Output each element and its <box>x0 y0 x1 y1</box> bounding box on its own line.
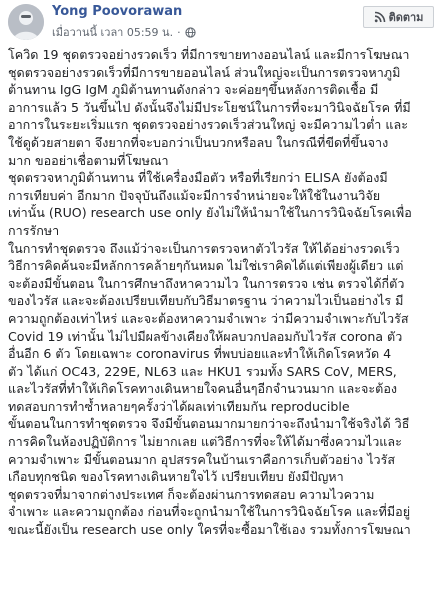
profile-photo-icon <box>8 4 44 40</box>
post-line: การเทียบค่า อีกมาก ปัจจุบันถึงแม้จะมีการจำหน่ายจะให้ใช้ในงานวิจัย <box>8 187 381 203</box>
post-header <box>0 0 442 40</box>
follow-button-label: ติดตาม <box>388 11 424 24</box>
post-line: วิธีการคิดค้นจะมีหลักการคล้ายๆกันหมด ไม่ใช่เราคิดได้แต่เพียงผู้เดียว แต่ <box>8 258 404 274</box>
post-line: จะต้องมีขั้นตอน ในการศึกษาถึงหาความไว ในการตรวจ เช่น ตรวจได้กี่ตัว <box>8 275 405 291</box>
post-line: ชุดตรวจอย่างรวดเร็วที่มีการขายออนไลน์ ส่วนใหญ่จะเป็นการตรวจหาภูมิ <box>8 64 401 80</box>
post-line: ทดสอบการทำซ้ำหลายๆครั้งว่าได้ผลเท่าเทียมกัน reproducible <box>8 398 350 414</box>
post-line: อาการแล้ว 5 วันขึ้นไป ดังนั้นจึงไม่มีประโยชน์ในการที่จะมาวินิจฉัยโรค ที่มี <box>8 99 411 115</box>
rss-feed-icon <box>374 11 386 23</box>
post-line: และไวรัสที่ทำให้เกิดโรคทางเดินหายใจคนอื่นๆอีกจำนวนมาก และจะต้อง <box>8 381 398 397</box>
post-line: ตัว ได้แก่ OC43, 229E, NL63 และ HKU1 รวมทั้ง SARS CoV, MERS, <box>8 363 397 379</box>
post-line: อาการในระยะเริ่มแรก ชุดตรวจอย่างรวดเร็วส่วนใหญ่ จะมีความไวต่ำ และ <box>8 117 408 133</box>
post-line: เกือบทุกชนิด ของโรคทางเดินหายใจไว้ เปรียบเทียบ ยังมีปัญหา <box>8 469 344 485</box>
globe-icon[interactable] <box>185 27 196 38</box>
post-time[interactable]: เมื่อวานนี้ เวลา 05:59 น. <box>52 26 174 39</box>
post-line: ความจำเพาะ มีขั้นตอนมาก อุปสรรคในบ้านเราคือการเก็บตัวอย่าง ไวรัส <box>8 451 396 467</box>
post-line: Covid 19 เท่านั้น ไม่ไปมีผลข้างเคียงให้ผลบวกปลอมกับไวรัส corona ตัว <box>8 328 403 344</box>
follow-button[interactable] <box>363 6 434 28</box>
post-line: ขณะนี้ยังเป็น research use only ใครที่จะซื้อมาใช้เอง รวมทั้งการโฆษณา <box>8 522 411 538</box>
post-line: ชุดตรวจที่มาจากต่างประเทศ ก็จะต้องผ่านการทดสอบ ความไวความ <box>8 486 375 502</box>
post-line: ในการทำชุดตรวจ ถึงแม้ว่าจะเป็นการตรวจหาตัวไวรัส ให้ได้อย่างรวดเร็ว <box>8 240 400 256</box>
post-line: ใช้ดูด้วยสายตา จึงยากที่จะบอกว่าเป็นบวกหรือลบ ในกรณีที่ขีดที่ขึ้นจาง <box>8 134 389 150</box>
post-meta <box>52 23 196 41</box>
post-line: ชุดตรวจหาภูมิต้านทาน ที่ใช้เครื่องมือตัว หรือที่เรียกว่า ELISA ยังต้องมี <box>8 170 388 186</box>
meta-separator: · <box>177 25 181 39</box>
post-line: อื่นอีก 6 ตัว โดยเฉพาะ coronavirus ที่พบบ่อยและทำให้เกิดโรคหวัด 4 <box>8 346 392 362</box>
post-line: การรักษา <box>8 222 60 238</box>
post-line: ขั้นตอนในการทำชุดตรวจ จึงมีขั้นตอนมากมายกว่าจะถึงนำมาใช้จริงได้ วิธี <box>8 416 410 432</box>
author-name[interactable]: Yong Poovorawan <box>52 4 183 19</box>
post-line: ความถูกต้องเท่าไหร่ และจะต้องหาความจำเพาะ ว่ามีความจำเพาะกับไวรัส <box>8 310 409 326</box>
post-line: ของไวรัส และจะต้องเปรียบเทียบกับวิธีมาตรฐาน ว่าความไวเป็นอย่างไร มี <box>8 293 404 309</box>
post-line: การคิดในห้องปฏิบัติการ ไม่ยากเลย แต่วิธีการที่จะให้ได้มาซึ่งความไวและ <box>8 434 402 450</box>
post-line: โควิด 19 ชุดตรวจอย่างรวดเร็ว ที่มีการขายทางออนไลน์ และมีการโฆษณา <box>8 47 410 62</box>
post-body <box>8 46 438 539</box>
avatar[interactable] <box>8 4 44 40</box>
post-line: ต้านทาน IgG IgM ภูมิต้านทานดังกล่าว จะค่อยๆขึ้นหลังการติดเชื้อ มี <box>8 82 379 98</box>
post-line: จำเพาะ และความถูกต้อง ก่อนที่จะถูกนำมาใช้ในการวินิจฉัยโรค และที่มีอยู่ <box>8 504 411 520</box>
post-line: มาก ขออย่าเชื่อตามที่โฆษณา <box>8 152 169 168</box>
post-line: เท่านั้น (RUO) research use only ยังไม่ให้นำมาใช้ในการวินิจฉัยโรคเพื่อ <box>8 205 412 221</box>
